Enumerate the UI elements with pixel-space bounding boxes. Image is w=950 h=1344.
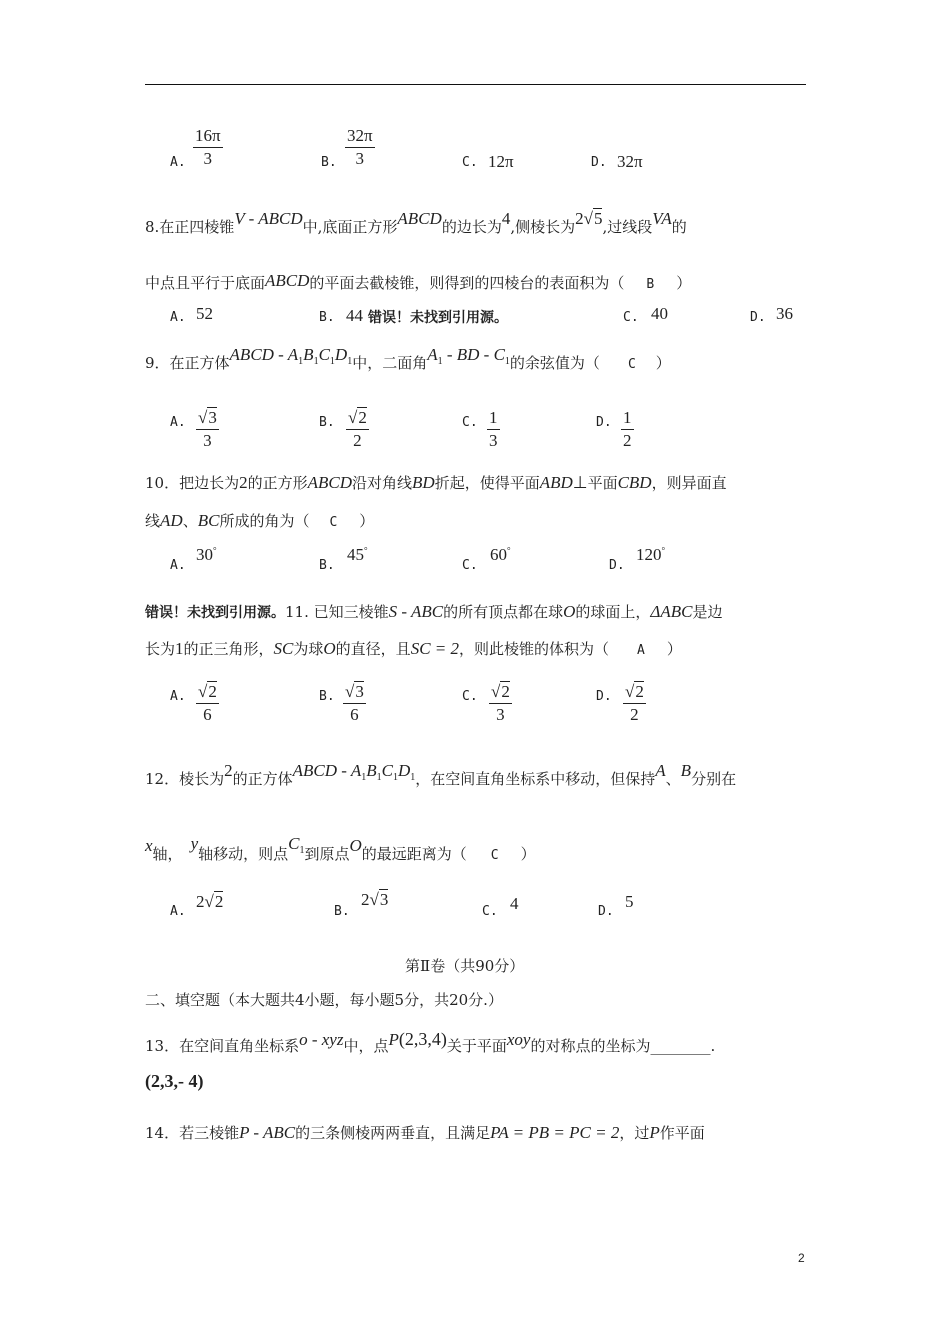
q11-math-triangle: ΔABC: [650, 602, 693, 621]
q8-option-b-value: 44: [346, 306, 363, 325]
q12-option-d-label: D.: [598, 904, 614, 919]
q11-option-c-label: C.: [462, 689, 478, 704]
q13-math-plane: xoy: [506, 1030, 531, 1049]
q13-text: 关于平面: [446, 1037, 507, 1055]
q10-perp-symbol: ⊥: [572, 473, 588, 492]
q12-option-a-value: 2√2: [196, 892, 224, 911]
q11-text: 的正三角形，: [183, 640, 274, 658]
q10-option-d-value: 120°: [636, 545, 666, 564]
q7-option-d-label: D.: [591, 155, 607, 170]
q9-answer: C: [627, 357, 636, 372]
q11-text: 11. 已知三棱锥: [285, 603, 389, 621]
q11-error-reference: 错误！未找到引用源。: [145, 605, 285, 621]
q14-text: 作平面: [659, 1124, 705, 1142]
q11-text: 的所有顶点都在球: [443, 603, 564, 621]
q11-math-sc-eq: SC = 2: [410, 639, 459, 658]
q13-math-point: (2,3,4): [398, 1029, 447, 1049]
q13-text: 13．在空间直角坐标系: [145, 1037, 300, 1055]
q12-math-cube: ABCD - $A_1B_1C_1D_1$: [292, 761, 416, 783]
q10-answer: C: [329, 515, 338, 530]
q8-text: ,侧棱长为: [510, 218, 576, 236]
q9-option-c-label: C.: [462, 415, 478, 430]
q10-option-a-value: 30°: [196, 545, 217, 564]
q12-option-b-label: B.: [334, 904, 350, 919]
q12-math-x: x: [145, 836, 153, 855]
q13-math-p: P: [388, 1030, 399, 1049]
q7-option-d-value: 32π: [617, 152, 643, 171]
q12-stem-line1: [145, 761, 737, 791]
q12-text: 轴，: [152, 845, 183, 863]
q8-math-base: ABCD: [397, 209, 442, 228]
q9-option-d-fraction: 1 2: [623, 408, 632, 450]
q13-text: 中，点: [343, 1037, 389, 1055]
q12-answer: C: [490, 848, 499, 863]
q11-option-a-label: A.: [170, 689, 186, 704]
q12-text: ，在空间直角坐标系中移动，但保持: [415, 770, 656, 788]
q7-b-numerator: 32π: [347, 126, 373, 145]
q13-answer: (2,3,- 4): [145, 1071, 204, 1091]
q10-math-plane-abd: ABD: [539, 473, 573, 492]
q7-a-numerator: 16π: [195, 126, 221, 145]
q7-b-denominator: 3: [355, 149, 365, 168]
header-rule: [145, 84, 806, 85]
q9-text: ）: [655, 354, 671, 372]
q11-stem-line1: [145, 601, 723, 622]
q12-math-a: A: [655, 761, 666, 780]
q10-option-c-value: 60°: [490, 545, 511, 564]
q10-math-diagonal: BD: [412, 473, 435, 492]
q8-math-segment: VA: [652, 209, 672, 228]
q10-text: ）: [359, 512, 375, 530]
q8-error-reference: 错误！未找到引用源。: [368, 310, 508, 326]
q12-math-edge: 2: [224, 761, 233, 780]
q11-option-c-fraction: √2 3: [491, 682, 510, 724]
q12-math-y: y: [190, 834, 199, 853]
q14-stem: [145, 1122, 705, 1143]
fill-in-heading: 二、填空题（本大题共4小题，每小题5分，共20分.）: [145, 991, 503, 1009]
q9-option-c-fraction: 1 3: [489, 408, 498, 450]
page-number: 2: [798, 1251, 805, 1265]
q10-text: 所成的角为（: [219, 512, 310, 530]
q11-math-one: 1: [175, 639, 184, 658]
q10-text: 平面: [587, 474, 618, 492]
q7-option-b-fraction: [345, 126, 375, 169]
q11-option-d-label: D.: [596, 689, 612, 704]
q9-text: 9．在正方体: [145, 354, 230, 372]
q9-stem: [145, 345, 671, 375]
q10-math-side: 2: [239, 473, 248, 492]
q12-text: 12．棱长为: [145, 770, 225, 788]
q8-stem-line2: [145, 272, 691, 293]
q12-text: 轴移动，则点: [198, 845, 289, 863]
q10-option-a-label: A.: [170, 558, 186, 573]
q11-text: 的直径，且: [335, 640, 411, 658]
q11-math-sphere: O: [563, 602, 576, 621]
q9-option-d-label: D.: [596, 415, 612, 430]
q9-option-b-fraction: √2 2: [348, 408, 367, 450]
q8-stem-line1: [145, 209, 687, 237]
q12-text: 、: [665, 770, 681, 788]
q14-text: 的三条侧棱两两垂直，且满足: [295, 1124, 491, 1142]
q10-option-d-label: D.: [609, 558, 625, 573]
q9-text: 中，二面角: [352, 354, 428, 372]
q10-option-b-value: 45°: [347, 545, 368, 564]
q11-text: 长为: [145, 640, 176, 658]
q11-math-sc: SC: [273, 639, 294, 658]
q12-option-c-value: 4: [510, 894, 519, 913]
q9-option-b-label: B.: [319, 415, 335, 430]
q11-text: 为球: [293, 640, 324, 658]
q12-option-d-value: 5: [625, 892, 634, 911]
q11-text: 是边: [692, 603, 723, 621]
section-title: 第Ⅱ卷（共90分）: [405, 957, 525, 975]
q8-option-a-label: A.: [170, 310, 186, 325]
q12-option-a-label: A.: [170, 904, 186, 919]
q11-stem-line2: [145, 638, 682, 659]
q7-option-a-fraction: [193, 126, 223, 169]
q11-text: ，则此棱锥的体积为（: [459, 640, 610, 658]
q8-text: 的边长为: [441, 218, 502, 236]
q8-text: ）: [676, 274, 692, 292]
q8-option-d-label: D.: [750, 310, 766, 325]
q10-math-bc: BC: [197, 511, 220, 530]
q7-option-a-label: A.: [170, 155, 186, 170]
q8-option-a-value: 52: [196, 304, 213, 323]
q9-option-a-label: A.: [170, 415, 186, 430]
q8-option-c-label: C.: [623, 310, 639, 325]
q9-math-angle: $A_1$ - BD - $C_1$: [427, 345, 510, 367]
q13-stem: [145, 1029, 716, 1056]
q10-math-plane-cbd: CBD: [617, 473, 652, 492]
q11-option-a-fraction: √2 6: [198, 682, 217, 724]
q7-option-b-label: B.: [321, 155, 337, 170]
q12-option-c-label: C.: [482, 904, 498, 919]
q12-math-b: B: [680, 761, 692, 780]
q8-text: 的: [671, 218, 687, 236]
q11-math-o: O: [323, 639, 336, 658]
q11-option-b-label: B.: [319, 689, 335, 704]
q14-math-p: P: [649, 1123, 660, 1142]
q13-math-coords: o - xyz: [299, 1030, 344, 1049]
q13-text: 的对称点的坐标为________.: [530, 1037, 716, 1055]
q7-a-denominator: 3: [203, 149, 213, 168]
q10-text: 沿对角线: [352, 474, 413, 492]
q10-option-b-label: B.: [319, 558, 335, 573]
q10-text: 、: [182, 512, 198, 530]
q12-text: 分别在: [691, 770, 737, 788]
q10-option-c-label: C.: [462, 558, 478, 573]
q8-option-b-label: B.: [319, 310, 335, 325]
q8-text: 的平面去截棱锥，则得到的四棱台的表面积为（: [309, 274, 625, 292]
q12-text: 的正方体: [232, 770, 293, 788]
q10-text: 折起，使得平面: [434, 474, 540, 492]
q12-text: ）: [520, 845, 536, 863]
q12-math-o: O: [349, 836, 362, 855]
q8-math-base: ABCD: [265, 271, 310, 290]
q7-option-c-label: C.: [462, 155, 478, 170]
q9-text: 的余弦值为（: [509, 354, 600, 372]
q8-option-c-value: 40: [651, 304, 668, 323]
q9-option-a-fraction: √3 3: [198, 408, 217, 450]
q9-math-cube: ABCD - $A_1B_1C_1D_1$: [229, 345, 353, 367]
q11-text: 的球面上，: [575, 603, 651, 621]
q14-math-equal-edges: PA = PB = PC = 2: [490, 1123, 620, 1142]
q8-math-side: 4: [501, 209, 511, 228]
q8-answer: B: [646, 277, 655, 292]
q12-text: 的最远距离为（: [361, 845, 467, 863]
q8-math-lateral: 2√5: [575, 209, 603, 228]
q14-text: ，过: [619, 1124, 650, 1142]
q8-text: ,过线段: [602, 218, 653, 236]
q11-text: ）: [666, 640, 682, 658]
q10-stem-line2: [145, 510, 374, 531]
q11-answer: A: [637, 643, 645, 658]
q10-stem-line1: [145, 472, 727, 493]
q10-math-ad: AD: [160, 511, 183, 530]
q10-text: 的正方形: [247, 474, 308, 492]
q10-text: 线: [145, 512, 161, 530]
q7-option-c-value: 12π: [488, 152, 514, 171]
q10-text: ，则异面直: [651, 474, 727, 492]
q8-text: 8.在正四棱锥: [145, 218, 235, 236]
q12-math-c1: $C_1$: [288, 834, 305, 856]
q11-option-b-fraction: √3 6: [345, 682, 364, 724]
q10-text: 10．把边长为: [145, 474, 240, 492]
q12-text: 到原点: [304, 845, 350, 863]
q14-text: 14．若三棱锥: [145, 1124, 240, 1142]
q12-option-b-value: 2√3: [361, 890, 389, 909]
q8-option-d-value: 36: [776, 304, 793, 323]
q8-text: 中点且平行于底面: [145, 274, 266, 292]
q12-stem-line2: [145, 834, 536, 866]
q14-math-pyramid: P - ABC: [239, 1123, 296, 1142]
q11-option-d-fraction: √2 2: [625, 682, 644, 724]
q8-text: 中,底面正方形: [302, 218, 398, 236]
q10-math-square: ABCD: [307, 473, 352, 492]
q8-math-pyramid: V - ABCD: [234, 209, 303, 228]
q11-math-pyramid: S - ABC: [388, 602, 444, 621]
